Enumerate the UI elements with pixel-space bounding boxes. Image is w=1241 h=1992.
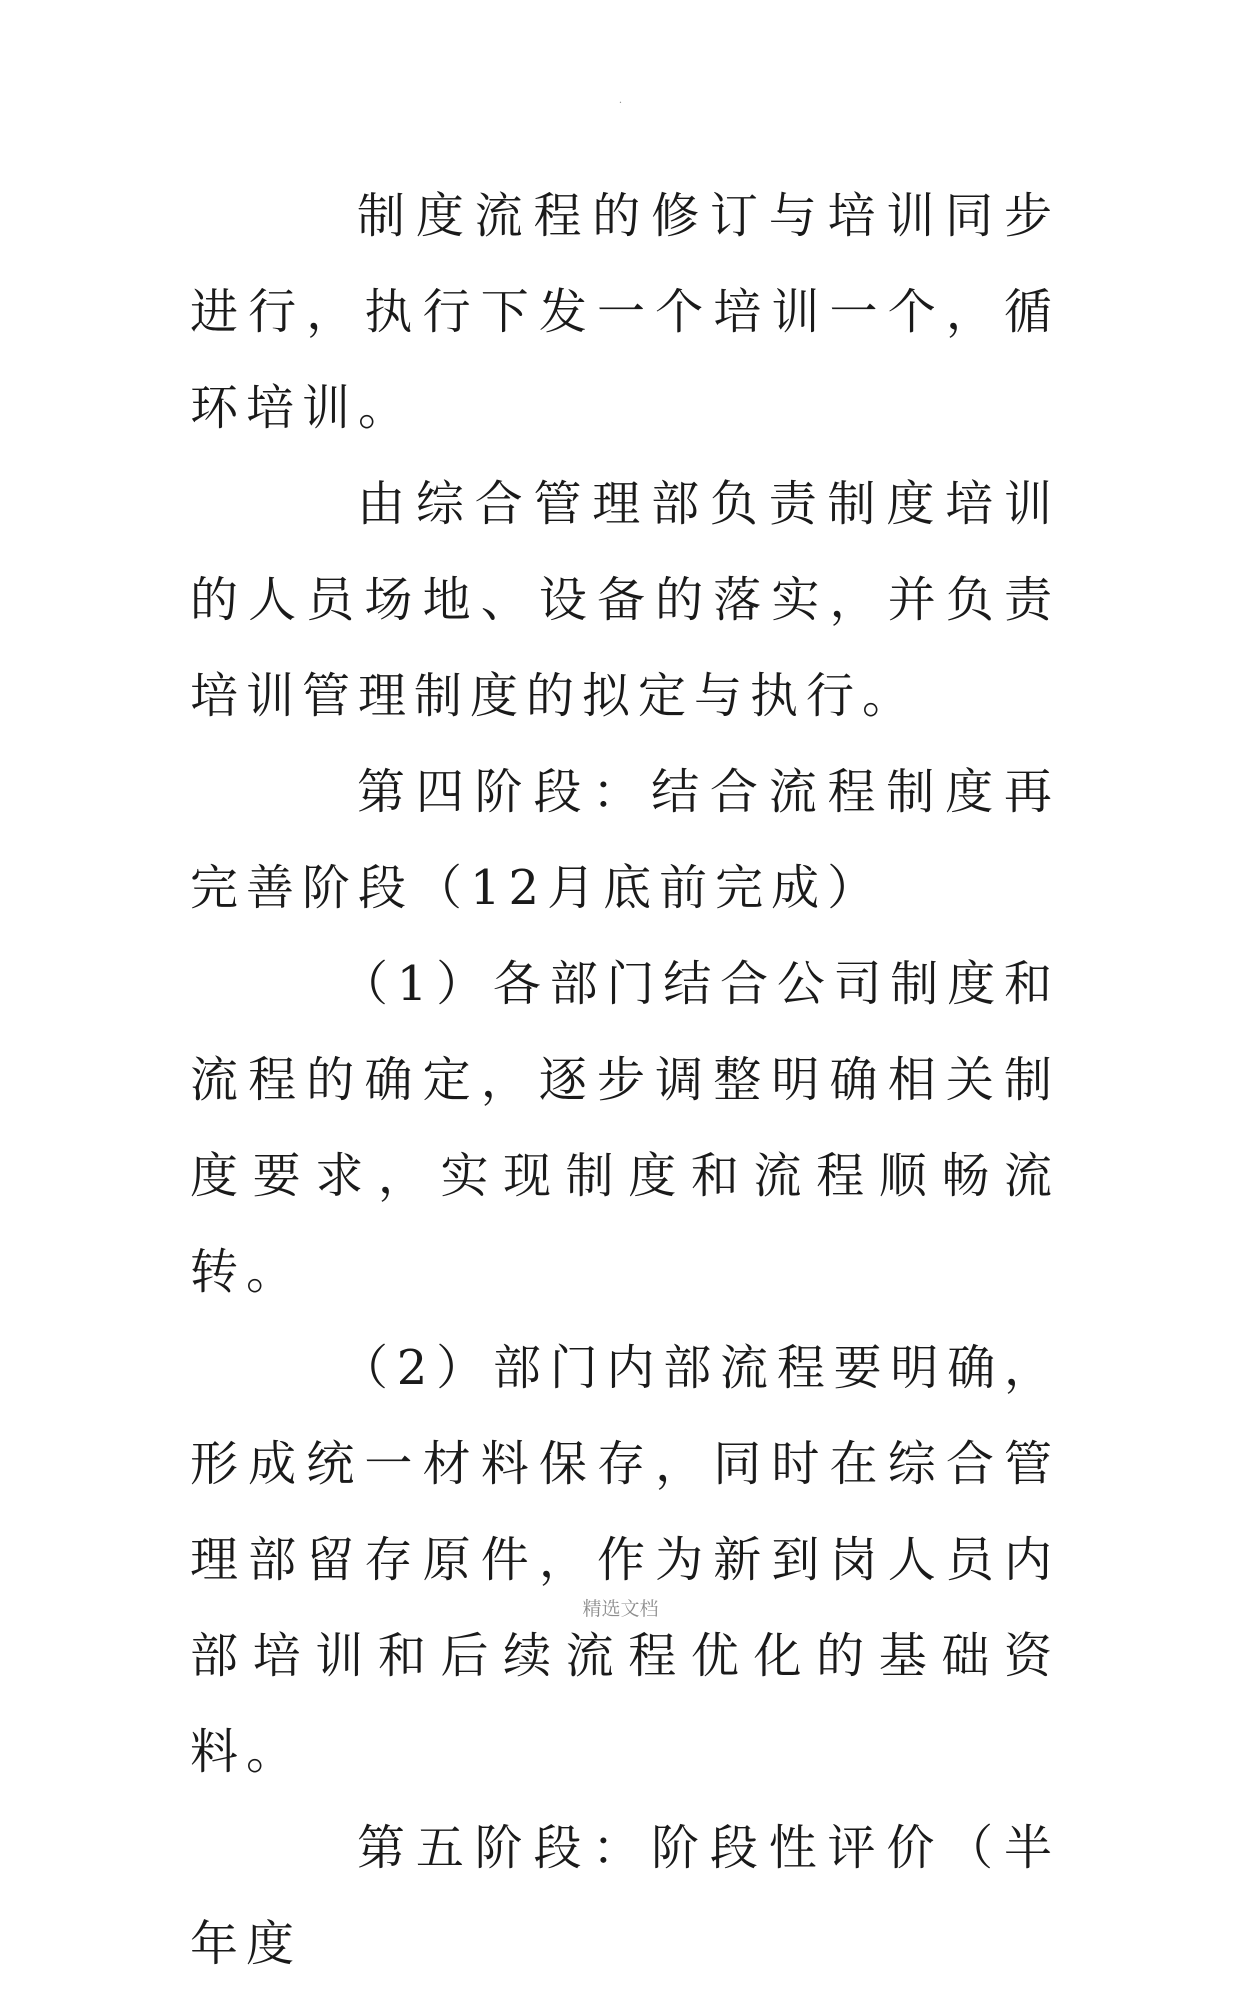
paragraph-item-2: （2）部门内部流程要明确，形成统一材料保存，同时在综合管理部留存原件，作为新到岗人员内部培训和后续流程优化的基础资料。 [190, 1340, 1060, 1780]
paragraph-training-responsibility: 由综合管理部负责制度培训的人员场地、设备的落实，并负责培训管理制度的拟定与执行。 [190, 476, 1060, 724]
paragraph-stage-four-heading: 第四阶段：结合流程制度再完善阶段（12月底前完成） [190, 764, 1060, 916]
paragraph-item-1: （1）各部门结合公司制度和流程的确定，逐步调整明确相关制度要求，实现制度和流程顺畅流转。 [190, 956, 1060, 1300]
paragraph-stage-five-heading: 第五阶段：阶段性评价（半年度 [190, 1820, 1060, 1972]
header-mark: . [618, 95, 623, 106]
document-body [190, 168, 1060, 1992]
footer-label: 精选文档 [582, 1598, 659, 1620]
paragraph-training-sync: 制度流程的修订与培训同步进行，执行下发一个培训一个，循环培训。 [190, 188, 1060, 436]
